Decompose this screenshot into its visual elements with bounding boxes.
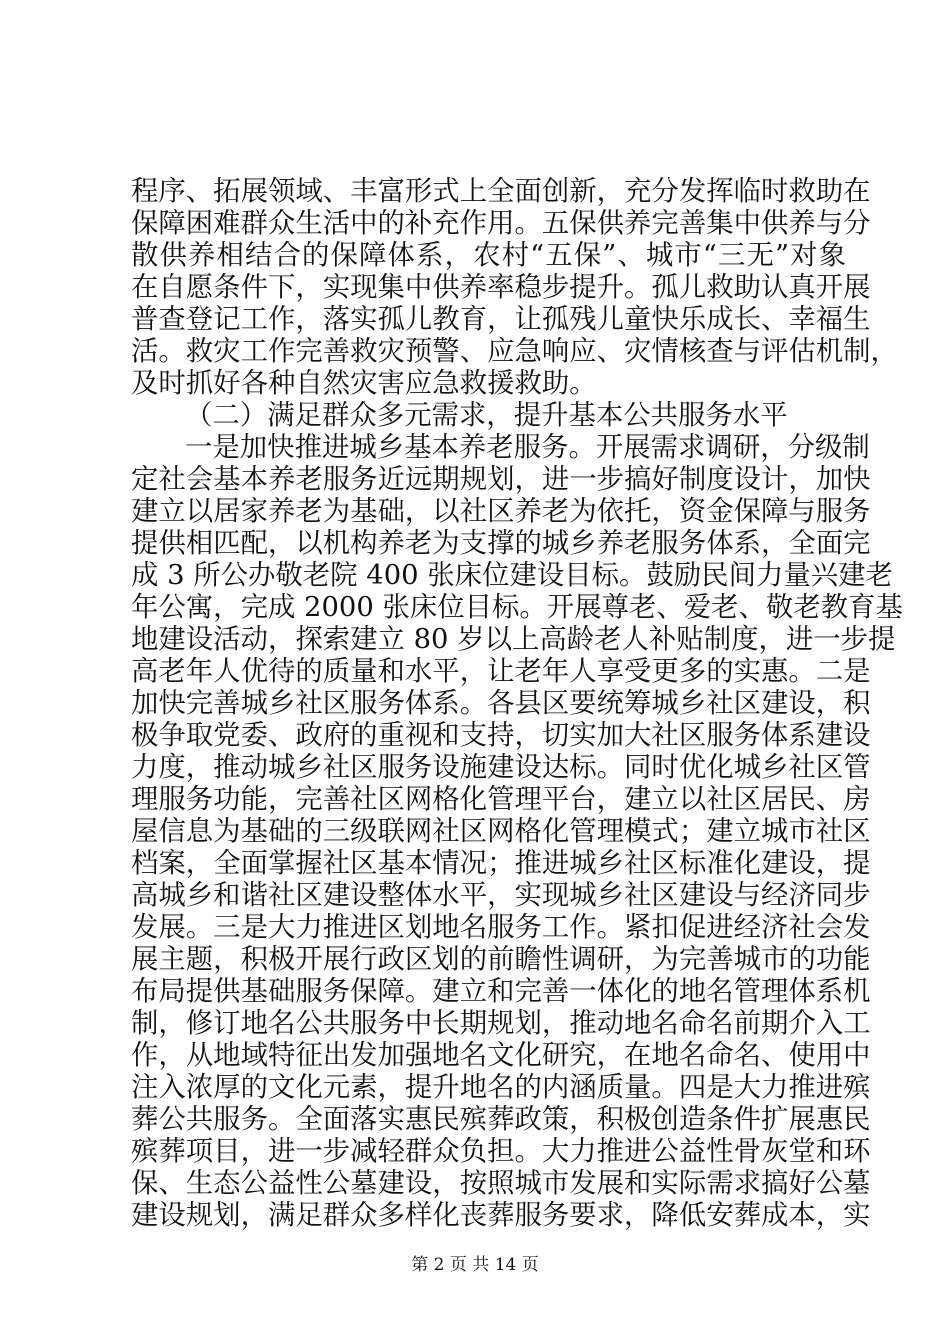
section-heading: （二）满足群众多元需求，提升基本公共服务水平 bbox=[185, 400, 788, 431]
text-line: 展主题，积极开展行政区划的前瞻性调研，为完善城市的功能 bbox=[131, 944, 871, 975]
text-line: 普查登记工作，落实孤儿教育，让孤残儿童快乐成长、幸福生 bbox=[131, 304, 871, 335]
text-line: 保、生态公益性公墓建设，按照城市发展和实际需求搞好公墓 bbox=[131, 1168, 871, 1199]
text-line: 力度，推动城乡社区服务设施建设达标。同时优化城乡社区管 bbox=[131, 752, 871, 783]
text-line: 散供养相结合的保障体系，农村“五保”、城市“三无”对象 bbox=[131, 240, 846, 271]
page-number-label: 第 2 页 共 14 页 bbox=[411, 1255, 539, 1275]
text-line: 发展。三是大力推进区划地名服务工作。紧扣促进经济社会发 bbox=[131, 912, 871, 943]
text-line: 地建设活动，探索建立 80 岁以上高龄老人补贴制度，进一步提 bbox=[131, 624, 896, 655]
text-line: 保障困难群众生活中的补充作用。五保供养完善集中供养与分 bbox=[131, 208, 871, 239]
text-line: 注入浓厚的文化元素，提升地名的内涵质量。四是大力推进殡 bbox=[131, 1072, 871, 1103]
text-line: 葬公共服务。全面落实惠民殡葬政策，积极创造条件扩展惠民 bbox=[131, 1104, 871, 1135]
text-line: 作，从地域特征出发加强地名文化研究，在地名命名、使用中 bbox=[131, 1040, 871, 1071]
text-line: 定社会基本养老服务近远期规划，进一步搞好制度设计，加快 bbox=[131, 464, 871, 495]
text-line: 建设规划，满足群众多样化丧葬服务要求，降低安葬成本，实 bbox=[131, 1200, 871, 1231]
document-body bbox=[131, 176, 903, 1232]
text-line: 年公寓，完成 2000 张床位目标。开展尊老、爱老、敬老教育基 bbox=[131, 592, 903, 623]
text-line: 活。救灾工作完善救灾预警、应急响应、灾情核查与评估机制， bbox=[131, 336, 898, 367]
text-line: 在自愿条件下，实现集中供养率稳步提升。孤儿救助认真开展 bbox=[131, 272, 871, 303]
text-line: 高城乡和谐社区建设整体水平，实现城乡社区建设与经济同步 bbox=[131, 880, 871, 911]
text-line: 极争取党委、政府的重视和支持，切实加大社区服务体系建设 bbox=[131, 720, 871, 751]
text-line: 加快完善城乡社区服务体系。各县区要统筹城乡社区建设，积 bbox=[131, 688, 871, 719]
text-line: 建立以居家养老为基础，以社区养老为依托，资金保障与服务 bbox=[131, 496, 871, 527]
text-line: 档案，全面掌握社区基本情况；推进城乡社区标准化建设，提 bbox=[131, 848, 871, 879]
text-line: 殡葬项目，进一步减轻群众负担。大力推进公益性骨灰堂和环 bbox=[131, 1136, 871, 1167]
text-line: 布局提供基础服务保障。建立和完善一体化的地名管理体系机 bbox=[131, 976, 871, 1007]
page-footer bbox=[0, 1254, 950, 1276]
text-line: 程序、拓展领域、丰富形式上全面创新，充分发挥临时救助在 bbox=[131, 176, 871, 207]
text-line: 屋信息为基础的三级联网社区网格化管理模式；建立城市社区 bbox=[131, 816, 871, 847]
text-line: 理服务功能，完善社区网格化管理平台，建立以社区居民、房 bbox=[131, 784, 871, 815]
text-line: 高老年人优待的质量和水平，让老年人享受更多的实惠。二是 bbox=[131, 656, 871, 687]
text-line: 一是加快推进城乡基本养老服务。开展需求调研，分级制 bbox=[185, 432, 870, 463]
text-line: 成 3 所公办敬老院 400 张床位建设目标。鼓励民间力量兴建老 bbox=[131, 560, 893, 591]
text-line: 制，修订地名公共服务中长期规划，推动地名命名前期介入工 bbox=[131, 1008, 871, 1039]
text-line: 及时抓好各种自然灾害应急救援救助。 bbox=[131, 368, 597, 399]
text-line: 提供相匹配，以机构养老为支撑的城乡养老服务体系，全面完 bbox=[131, 528, 871, 559]
